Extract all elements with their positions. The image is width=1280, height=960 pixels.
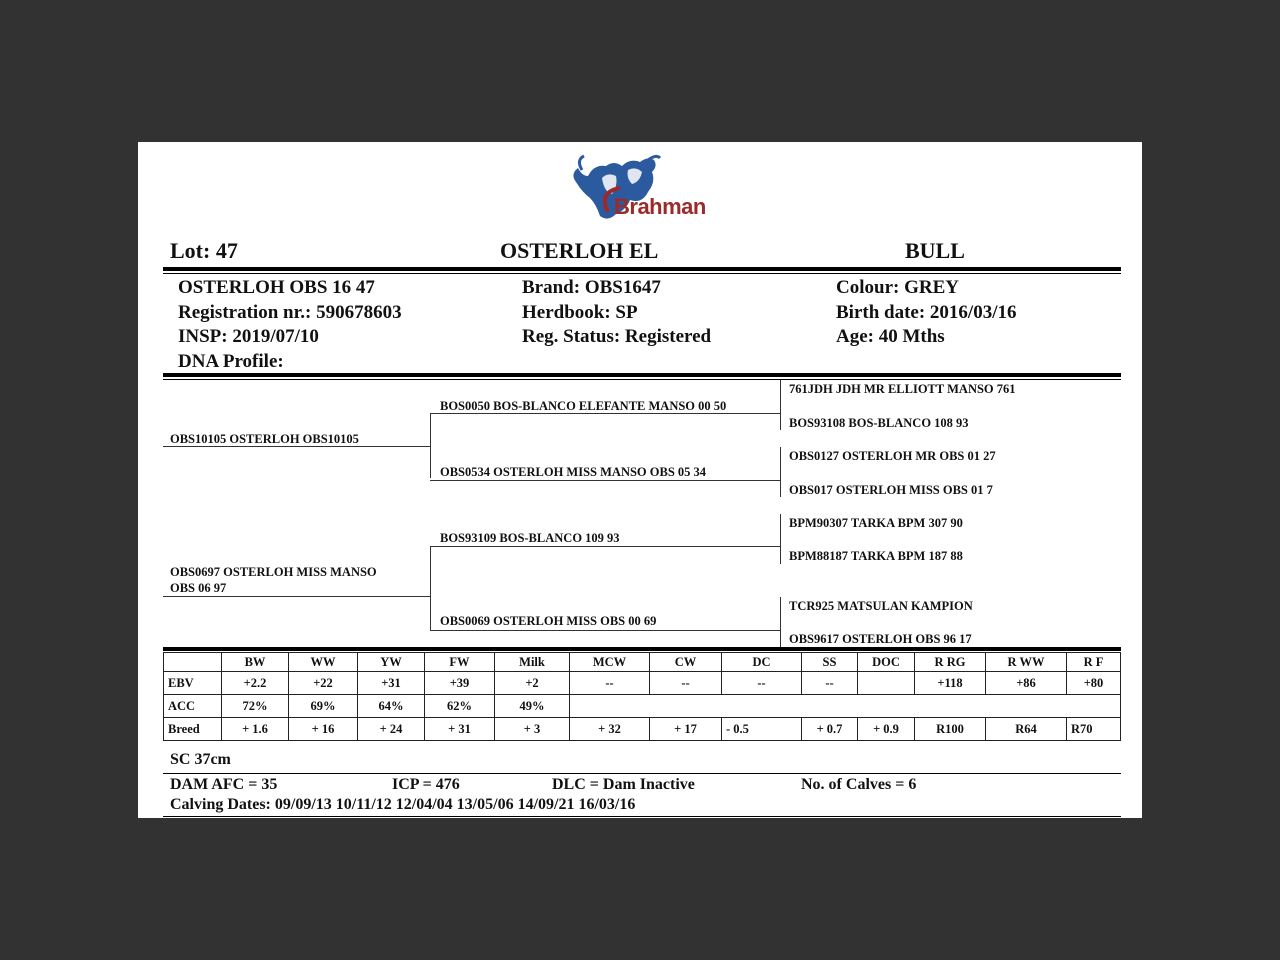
ss-line xyxy=(430,413,780,414)
ebv-cell: +31 xyxy=(358,672,425,695)
age: Age: 40 Mths xyxy=(836,326,945,347)
dam-afc: DAM AFC = 35 xyxy=(170,776,278,793)
brahman-logo xyxy=(568,152,718,228)
acc-cell: 72% xyxy=(222,695,289,718)
breed-row-label: Breed xyxy=(164,718,222,741)
acc-cell: 69% xyxy=(289,695,358,718)
dam-line xyxy=(163,596,431,597)
breed-cell: + 31 xyxy=(425,718,495,741)
pedigree-dam-sire: BOS93109 BOS-BLANCO 109 93 xyxy=(440,531,620,545)
ds-line xyxy=(430,546,780,547)
ebv-header-cell: BW xyxy=(222,653,289,672)
ebv-cell: +22 xyxy=(289,672,358,695)
header-rule xyxy=(163,267,1121,271)
ebv-header-cell: FW xyxy=(425,653,495,672)
ebv-header-cell: MCW xyxy=(570,653,650,672)
pedigree-sire-sire: BOS0050 BOS-BLANCO ELEFANTE MANSO 00 50 xyxy=(440,399,727,413)
registered-name: OSTERLOH OBS 16 47 xyxy=(178,277,375,298)
sd-line xyxy=(430,480,780,481)
pedigree-g3-2: BOS93108 BOS-BLANCO 108 93 xyxy=(789,416,969,430)
footer-rule-1 xyxy=(163,773,1121,774)
pedigree-rule xyxy=(163,647,1121,651)
pedigree-dam-dam: OBS0069 OSTERLOH MISS OBS 00 69 xyxy=(440,614,657,628)
pedigree-g3-8: OBS9617 OSTERLOH OBS 96 17 xyxy=(789,632,972,646)
pedigree-g3-7: TCR925 MATSULAN KAMPION xyxy=(789,599,973,613)
sire-connector-up xyxy=(430,413,431,447)
brahman-logo-text: Brahman xyxy=(614,194,706,219)
pedigree-sire-dam: OBS0534 OSTERLOH MISS MANSO OBS 05 34 xyxy=(440,465,707,479)
dam-connector-down xyxy=(430,596,431,630)
ebv-cell: +86 xyxy=(986,672,1067,695)
brand: Brand: OBS1647 xyxy=(522,277,661,298)
ebv-cell: -- xyxy=(650,672,722,695)
ebv-header-cell: R F xyxy=(1067,653,1121,672)
breed-row xyxy=(164,718,1121,741)
pedigree-sire: OBS10105 OSTERLOH OBS10105 xyxy=(170,432,359,446)
ebv-cell: -- xyxy=(722,672,802,695)
reg-status: Reg. Status: Registered xyxy=(522,326,712,347)
pedigree-g3-5: BPM90307 TARKA BPM 307 90 xyxy=(789,516,963,530)
pedigree-certificate xyxy=(138,142,1142,818)
ebv-header-cell: DC xyxy=(722,653,802,672)
breed-cell: + 0.9 xyxy=(858,718,915,741)
ebv-header-cell xyxy=(164,653,222,672)
breed-cell: + 17 xyxy=(650,718,722,741)
lot-number: Lot: 47 xyxy=(170,238,238,263)
ebv-header-cell: SS xyxy=(802,653,858,672)
ebv-cell: +2.2 xyxy=(222,672,289,695)
ebv-table xyxy=(163,652,1121,741)
acc-cell: 64% xyxy=(358,695,425,718)
ebv-cell: +2 xyxy=(495,672,570,695)
info-col-identity xyxy=(178,276,402,374)
breed-cell: R70 xyxy=(1067,718,1121,741)
acc-row-label: ACC xyxy=(164,695,222,718)
ebv-header-cell: R WW xyxy=(986,653,1067,672)
header-rule-thin xyxy=(163,273,1121,274)
info-col-details xyxy=(836,276,1017,350)
ebv-header-row xyxy=(164,653,1121,672)
footer-rule-2 xyxy=(163,816,1121,817)
ebv-header-cell: R RG xyxy=(915,653,986,672)
acc-empty-cell xyxy=(570,695,1121,718)
breed-cell: + 1.6 xyxy=(222,718,289,741)
scrotal-circumference: SC 37cm xyxy=(170,751,231,768)
ebv-cell xyxy=(858,672,915,695)
info-col-brand xyxy=(522,276,711,350)
pedigree-g3-6: BPM88187 TARKA BPM 187 88 xyxy=(789,549,963,563)
calving-dates: Calving Dates: 09/09/13 10/11/12 12/04/04 13/05/06 14/09/21 16/03/16 xyxy=(170,796,636,813)
breed-cell: R100 xyxy=(915,718,986,741)
pedigree-dam-line2: OBS 06 97 xyxy=(170,581,227,595)
pedigree-g3-4: OBS017 OSTERLOH MISS OBS 01 7 xyxy=(789,483,993,497)
acc-cell: 49% xyxy=(495,695,570,718)
herdbook: Herdbook: SP xyxy=(522,301,638,323)
breed-cell: + 32 xyxy=(570,718,650,741)
dd-line xyxy=(430,630,780,631)
birth-date: Birth date: 2016/03/16 xyxy=(836,301,1017,323)
ebv-cell: +39 xyxy=(425,672,495,695)
breed-cell: + 24 xyxy=(358,718,425,741)
ds-connector xyxy=(780,514,781,564)
ebv-header-cell: WW xyxy=(289,653,358,672)
ss-connector xyxy=(780,380,781,430)
sire-connector-down xyxy=(430,446,431,478)
acc-cell: 62% xyxy=(425,695,495,718)
breed-cell: + 0.7 xyxy=(802,718,858,741)
dam-connector-up xyxy=(430,546,431,597)
ebv-header-cell: YW xyxy=(358,653,425,672)
ebv-header-cell: DOC xyxy=(858,653,915,672)
dlc: DLC = Dam Inactive xyxy=(552,776,695,793)
ebv-row-label: EBV xyxy=(164,672,222,695)
info-rule-thin xyxy=(163,379,1121,380)
dna-profile: DNA Profile: xyxy=(178,350,284,372)
ebv-cell: -- xyxy=(802,672,858,695)
ebv-cell: +80 xyxy=(1067,672,1121,695)
inspection-date: INSP: 2019/07/10 xyxy=(178,326,319,347)
number-of-calves: No. of Calves = 6 xyxy=(801,776,917,793)
ebv-cell: +118 xyxy=(915,672,986,695)
pedigree-g3-1: 761JDH JDH MR ELLIOTT MANSO 761 xyxy=(789,382,1016,396)
breed-cell: + 16 xyxy=(289,718,358,741)
breed-cell: - 0.5 xyxy=(722,718,802,741)
sd-connector xyxy=(780,447,781,497)
info-rule xyxy=(163,373,1121,377)
animal-name: OSTERLOH EL xyxy=(500,238,659,263)
ebv-header-cell: CW xyxy=(650,653,722,672)
sire-line xyxy=(163,446,431,447)
colour: Colour: GREY xyxy=(836,277,959,298)
ebv-cell: -- xyxy=(570,672,650,695)
breed-cell: + 3 xyxy=(495,718,570,741)
registration-number: Registration nr.: 590678603 xyxy=(178,301,402,323)
icp: ICP = 476 xyxy=(392,776,460,793)
animal-sex: BULL xyxy=(905,238,965,263)
pedigree-dam-line1: OBS0697 OSTERLOH MISS MANSO xyxy=(170,565,377,579)
acc-row xyxy=(164,695,1121,718)
breed-cell: R64 xyxy=(986,718,1067,741)
ebv-header-cell: Milk xyxy=(495,653,570,672)
pedigree-dam xyxy=(170,564,377,596)
pedigree-g3-3: OBS0127 OSTERLOH MR OBS 01 27 xyxy=(789,449,996,463)
dd-connector xyxy=(780,597,781,647)
ebv-row xyxy=(164,672,1121,695)
